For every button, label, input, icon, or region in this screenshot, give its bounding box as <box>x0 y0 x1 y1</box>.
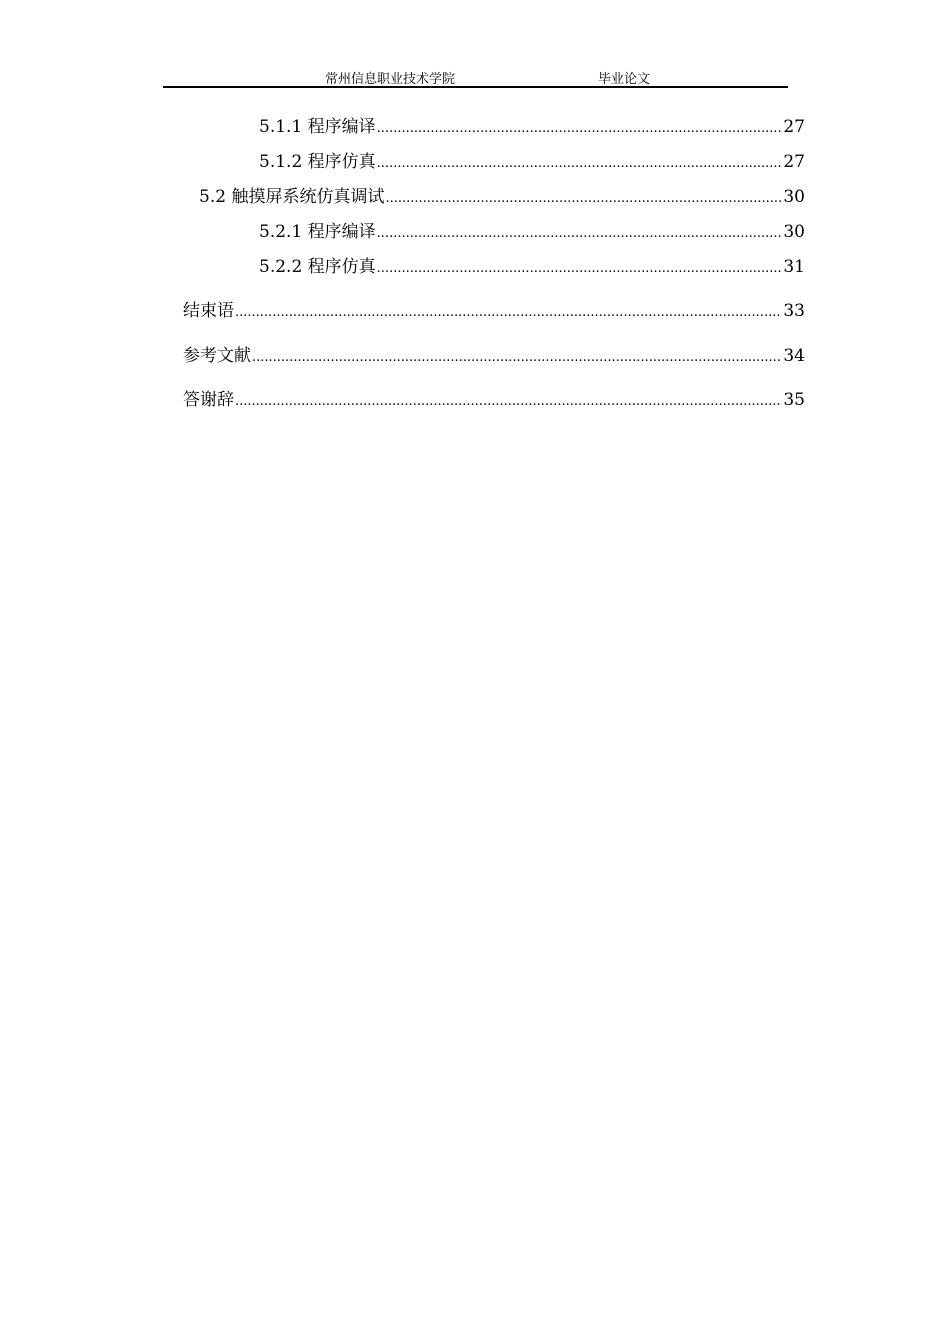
header-document-type: 毕业论文 <box>598 72 651 87</box>
toc-dot-leader <box>385 186 782 210</box>
toc-entry-page: 27 <box>783 117 805 137</box>
toc-entry-title: 5.2.2 程序仿真 <box>259 257 376 277</box>
toc-entry-5-1-1[interactable] <box>259 116 805 138</box>
toc-entry-page: 30 <box>783 187 805 207</box>
toc-entry-page: 35 <box>783 390 805 410</box>
toc-entry-title: 5.1.2 程序仿真 <box>259 152 376 172</box>
toc-entry-title: 参考文献 <box>183 346 251 366</box>
toc-entry-5-2[interactable] <box>199 186 805 208</box>
page-header <box>163 66 788 88</box>
toc-entry-title: 答谢辞 <box>183 390 234 410</box>
toc-entry-page: 34 <box>783 346 805 366</box>
toc-entry-page: 31 <box>783 257 805 277</box>
toc-entry-conclusion[interactable] <box>183 300 805 322</box>
toc-dot-leader <box>235 389 782 413</box>
toc-entry-title: 结束语 <box>183 301 234 321</box>
toc-entry-title: 5.1.1 程序编译 <box>259 117 376 137</box>
toc-entry-5-2-1[interactable] <box>259 221 805 243</box>
header-school-name: 常州信息职业技术学院 <box>325 72 456 87</box>
toc-dot-leader <box>377 256 783 280</box>
toc-entry-references[interactable] <box>183 345 805 367</box>
toc-entry-page: 27 <box>783 152 805 172</box>
toc-entry-title: 5.2.1 程序编译 <box>259 222 376 242</box>
toc-entry-page: 33 <box>783 301 805 321</box>
toc-entry-5-1-2[interactable] <box>259 151 805 173</box>
toc-dot-leader <box>377 151 783 175</box>
toc-entry-acknowledgements[interactable] <box>183 389 805 411</box>
toc-entry-page: 30 <box>783 222 805 242</box>
toc-dot-leader <box>252 345 782 369</box>
toc-dot-leader <box>377 116 783 140</box>
toc-dot-leader <box>235 300 782 324</box>
toc-entry-title: 5.2 触摸屏系统仿真调试 <box>199 187 385 207</box>
toc-dot-leader <box>377 221 783 245</box>
toc-entry-5-2-2[interactable] <box>259 256 805 278</box>
